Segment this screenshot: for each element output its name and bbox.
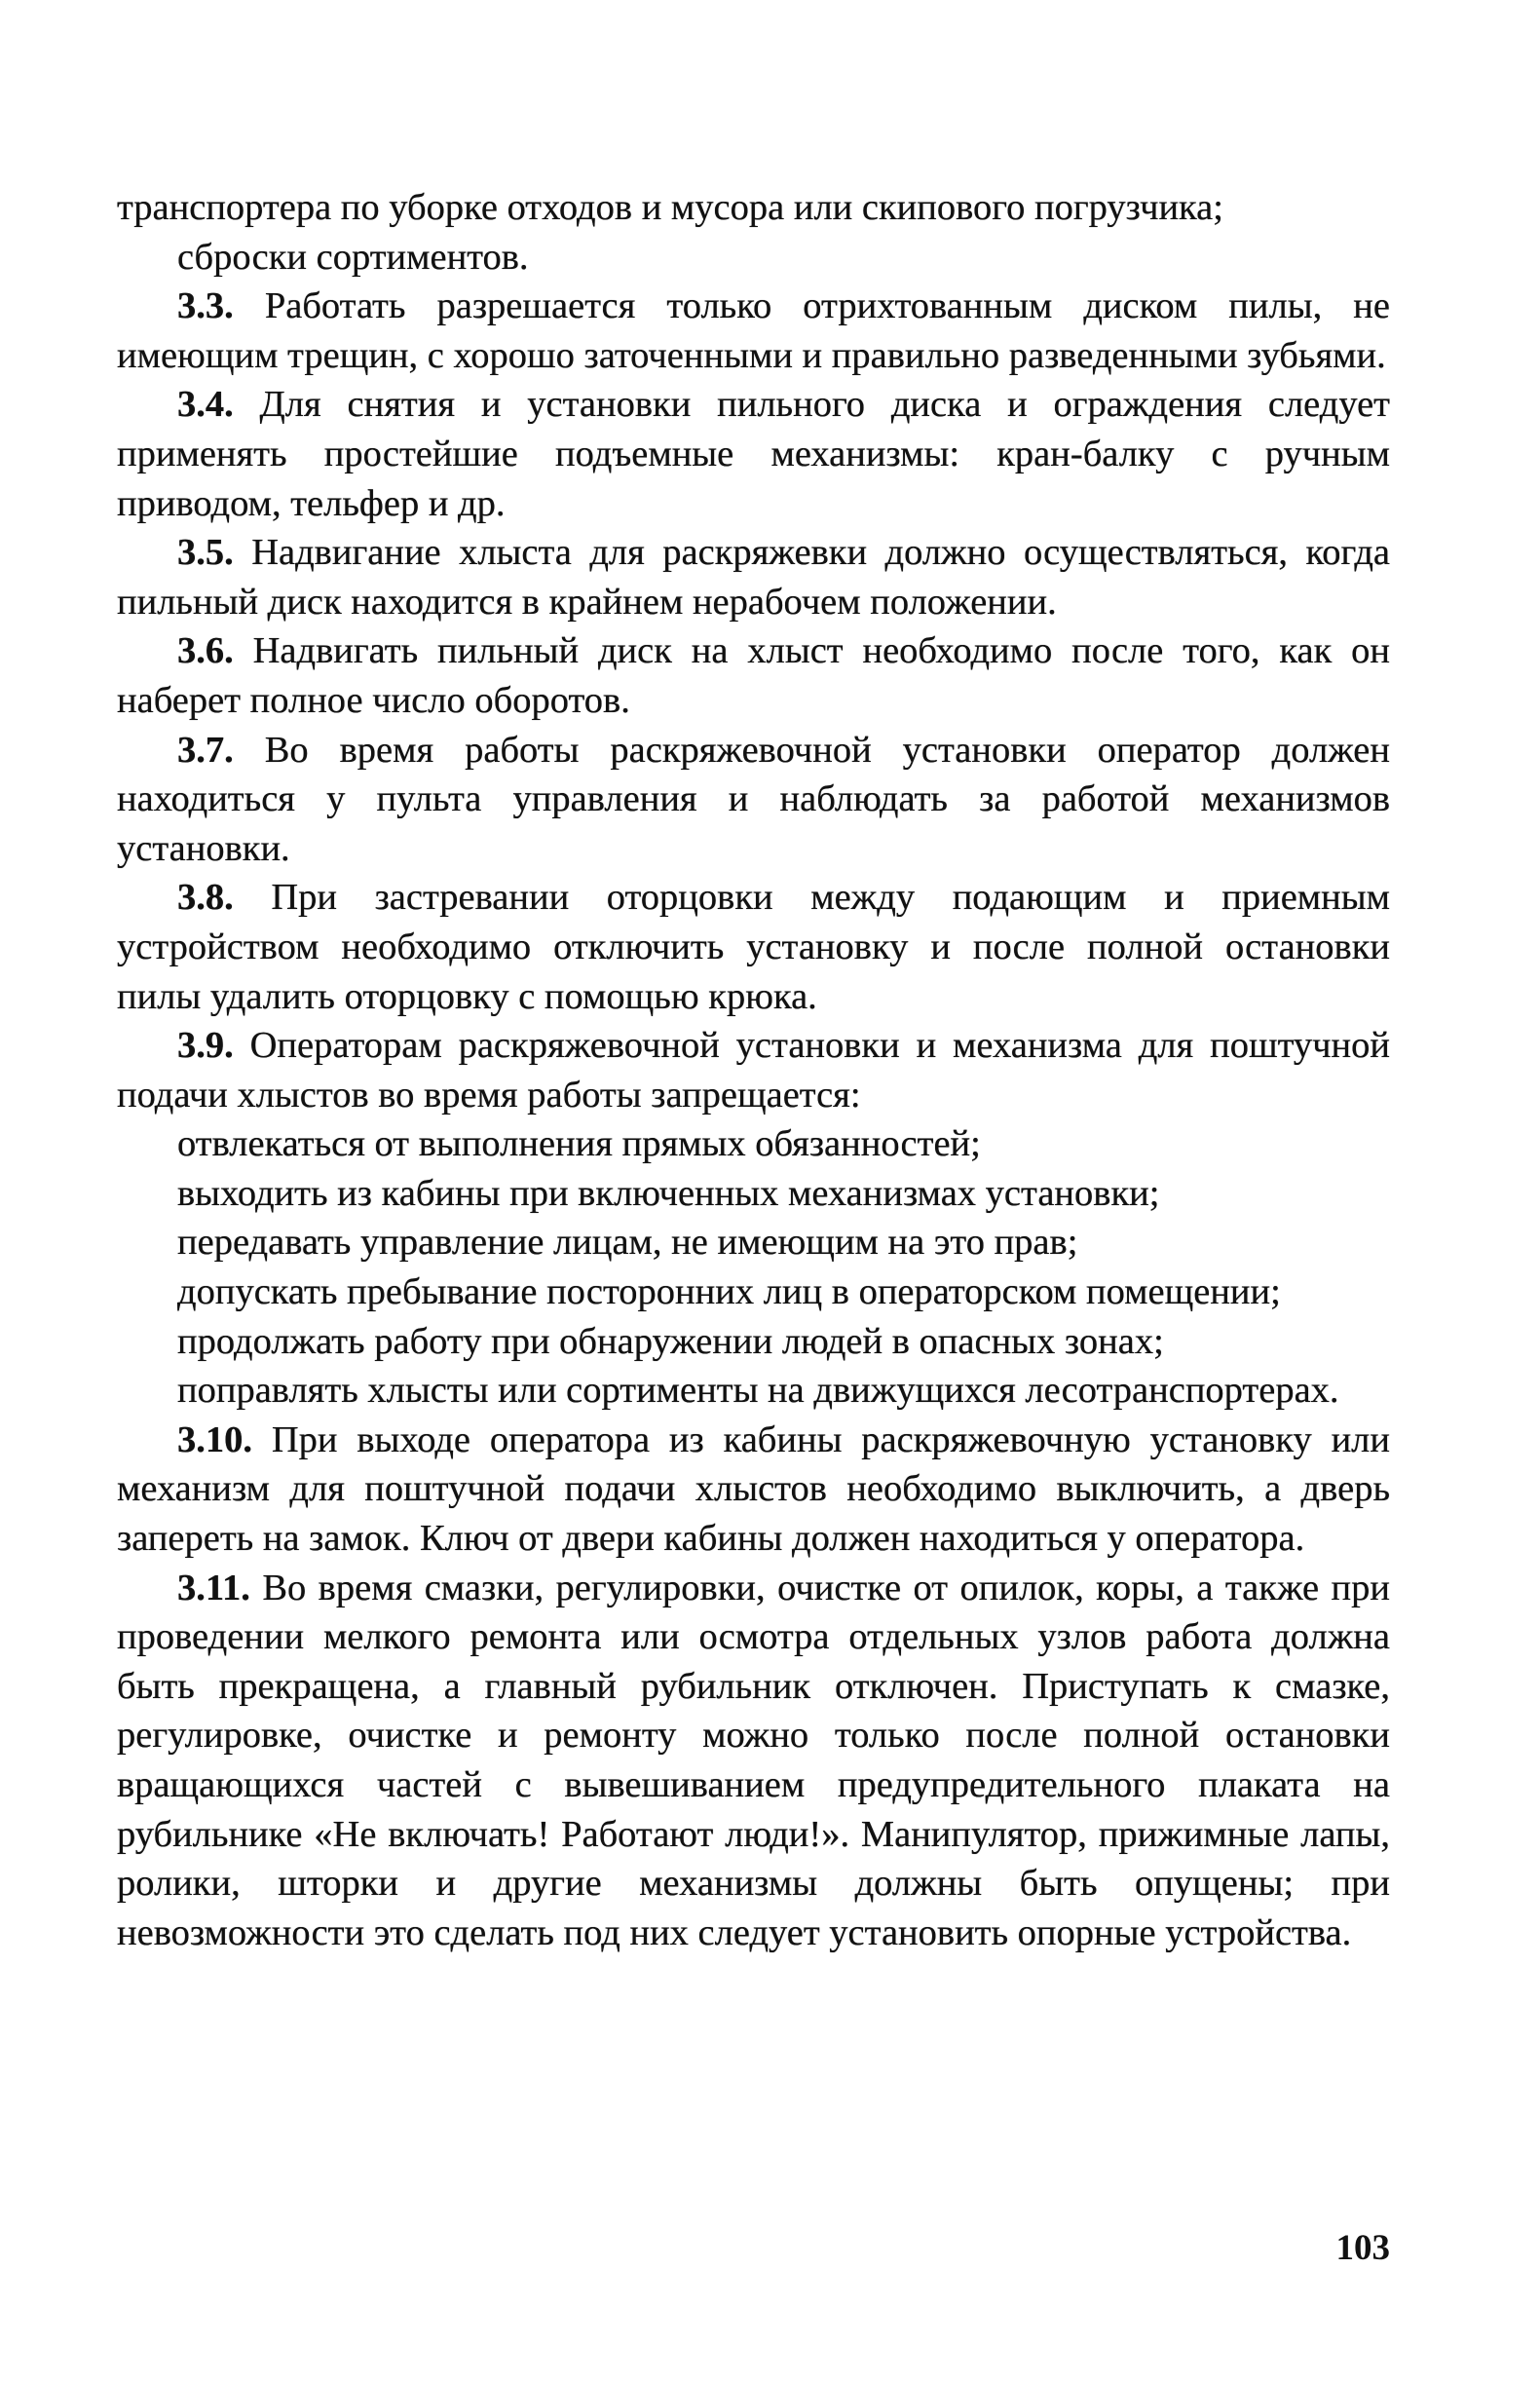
list-item-text: отвлекаться от выполнения прямых обязанностей; [177,1123,981,1165]
list-item [117,1366,1390,1416]
paragraph-3-5 [117,528,1390,626]
section-number: 3.11. [177,1567,250,1608]
paragraph-text: Операторам раскряжевочной установки и механизма для поштучной подачи хлыстов во время работы запрещается: [117,1025,1390,1115]
section-number: 3.8. [177,877,234,919]
list-item-text: допускать пребывание посторонних лиц в операторском помещении; [177,1271,1281,1313]
list-item-text: выходить из кабины при включенных механизмах установки; [177,1172,1160,1214]
section-number: 3.4. [177,384,234,426]
paragraph-3-4 [117,380,1390,528]
paragraph-text: Надвигать пильный диск на хлыст необходимо после того, как он наберет полное число оборотов. [117,630,1390,721]
paragraph-text: Для снятия и установки пильного диска и ограждения следует применять простейшие подъемные механизмы: кран-балку с ручным приводом, тельфер и др. [117,384,1390,524]
paragraph-3-7 [117,726,1390,874]
paragraph-text: сброски сортиментов. [177,236,529,278]
list-item-text: передавать управление лицам, не имеющим на это прав; [177,1222,1078,1264]
paragraph-text: Надвигание хлыста для раскряжевки должно осуществляться, когда пильный диск находится в крайнем нерабочем положении. [117,532,1391,623]
list-item [117,1267,1390,1317]
paragraph-text: При застревании оторцовки между подающим и приемным устройством необходимо отключить установку и после полной остановки пилы удалить оторцовку с помощью крюка. [117,877,1391,1017]
list-item [117,1119,1390,1169]
body-text [117,183,1390,1957]
paragraph-text: Работать разрешается только отрихтованным диском пилы, не имеющим трещин, с хорошо заточенными и правильно разведенными зубьями. [117,285,1390,376]
list-item [117,1169,1390,1219]
page-number: 103 [1335,2228,1390,2268]
section-number: 3.5. [177,532,234,574]
section-number: 3.3. [177,285,234,327]
paragraph-text: При выходе оператора из кабины раскряжевочную установку или механизм для поштучной подачи хлыстов необходимо выключить, а дверь запереть на замок. Ключ от двери кабины должен находиться у оператора. [117,1418,1390,1560]
section-number: 3.7. [177,729,234,771]
paragraph-text: транспортера по уборке отходов и мусора или скипового погрузчика; [117,187,1223,228]
paragraph-text: Во время смазки, регулировки, очистке от опилок, коры, а также при проведении мелкого ремонта или осмотра отдельных узлов работа должна быть прекращена, а главный рубильник отключен. Приступать к смазке, регулировке, очистке и ремонту можно только после полной остановки вращающихся частей с вывешиванием предупредительного плаката на рубильнике «Не включать! Работают люди!». Манипулятор, прижимные лапы, ролики, шторки и другие механизмы должны быть опущены; при невозможности это сделать под них следует установить опорные устройства. [117,1567,1391,1953]
paragraph-3-9 [117,1021,1390,1119]
paragraph-3-3 [117,282,1390,380]
paragraph-3-11 [117,1564,1390,1958]
paragraph-3-10 [117,1416,1390,1564]
paragraph-text: Во время работы раскряжевочной установки оператор должен находиться у пульта управления и наблюдать за работой механизмов установки. [117,729,1390,869]
section-number: 3.10. [177,1418,252,1460]
list-item [117,1218,1390,1267]
section-number: 3.6. [177,630,234,672]
list-item-text: поправлять хлысты или сортименты на движущихся лесотранспортерах. [177,1370,1339,1412]
paragraph [117,233,1390,283]
list-item [117,1317,1390,1367]
list-item-text: продолжать работу при обнаружении людей в опасных зонах; [177,1320,1164,1362]
paragraph-continuation [117,183,1390,233]
paragraph-3-6 [117,626,1390,725]
paragraph-3-8 [117,873,1390,1021]
section-number: 3.9. [177,1025,234,1067]
